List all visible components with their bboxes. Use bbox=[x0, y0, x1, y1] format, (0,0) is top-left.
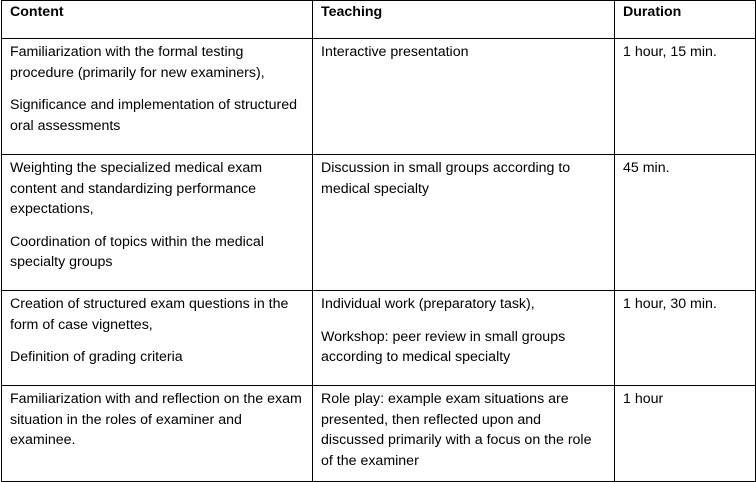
duration-cell: 45 min. bbox=[615, 155, 756, 291]
header-row bbox=[2, 1, 756, 39]
content-cell bbox=[2, 291, 313, 386]
table-row bbox=[2, 155, 756, 291]
teaching-paragraph: Individual work (preparatory task), bbox=[321, 296, 535, 312]
content-paragraph: Creation of structured exam questions in the form of case vignettes, bbox=[10, 296, 289, 333]
curriculum-table bbox=[1, 0, 756, 482]
teaching-paragraph: Role play: example exam situations are presented, then reflected upon and discussed primarily with a focus on the role of the examiner bbox=[321, 391, 592, 469]
table-row bbox=[2, 39, 756, 155]
header-teaching: Teaching bbox=[313, 1, 615, 39]
content-paragraph: Familiarization with and reflection on the exam situation in the roles of examiner and examinee. bbox=[10, 391, 302, 448]
content-paragraph: Familiarization with the formal testing procedure (primarily for new examiners), bbox=[10, 44, 265, 81]
teaching-paragraph: Discussion in small groups according to medical specialty bbox=[321, 160, 571, 197]
content-paragraph: Significance and implementation of structured oral assessments bbox=[10, 97, 298, 134]
content-paragraph: Definition of grading criteria bbox=[10, 349, 183, 365]
teaching-cell bbox=[313, 39, 615, 155]
table-row bbox=[2, 386, 756, 482]
duration-cell: 1 hour, 30 min. bbox=[615, 291, 756, 386]
content-cell bbox=[2, 386, 313, 482]
teaching-cell bbox=[313, 155, 615, 291]
header-duration: Duration bbox=[615, 1, 756, 39]
duration-cell: 1 hour bbox=[615, 386, 756, 482]
content-cell bbox=[2, 39, 313, 155]
duration-cell: 1 hour, 15 min. bbox=[615, 39, 756, 155]
content-paragraph: Coordination of topics within the medical specialty groups bbox=[10, 233, 264, 270]
teaching-cell bbox=[313, 291, 615, 386]
content-paragraph: Weighting the specialized medical exam content and standardizing performance expectations, bbox=[10, 160, 263, 217]
content-cell bbox=[2, 155, 313, 291]
teaching-paragraph: Workshop: peer review in small groups according to medical specialty bbox=[321, 328, 566, 365]
header-content: Content bbox=[2, 1, 313, 39]
table-row bbox=[2, 291, 756, 386]
teaching-paragraph: Interactive presentation bbox=[321, 44, 469, 60]
teaching-cell bbox=[313, 386, 615, 482]
